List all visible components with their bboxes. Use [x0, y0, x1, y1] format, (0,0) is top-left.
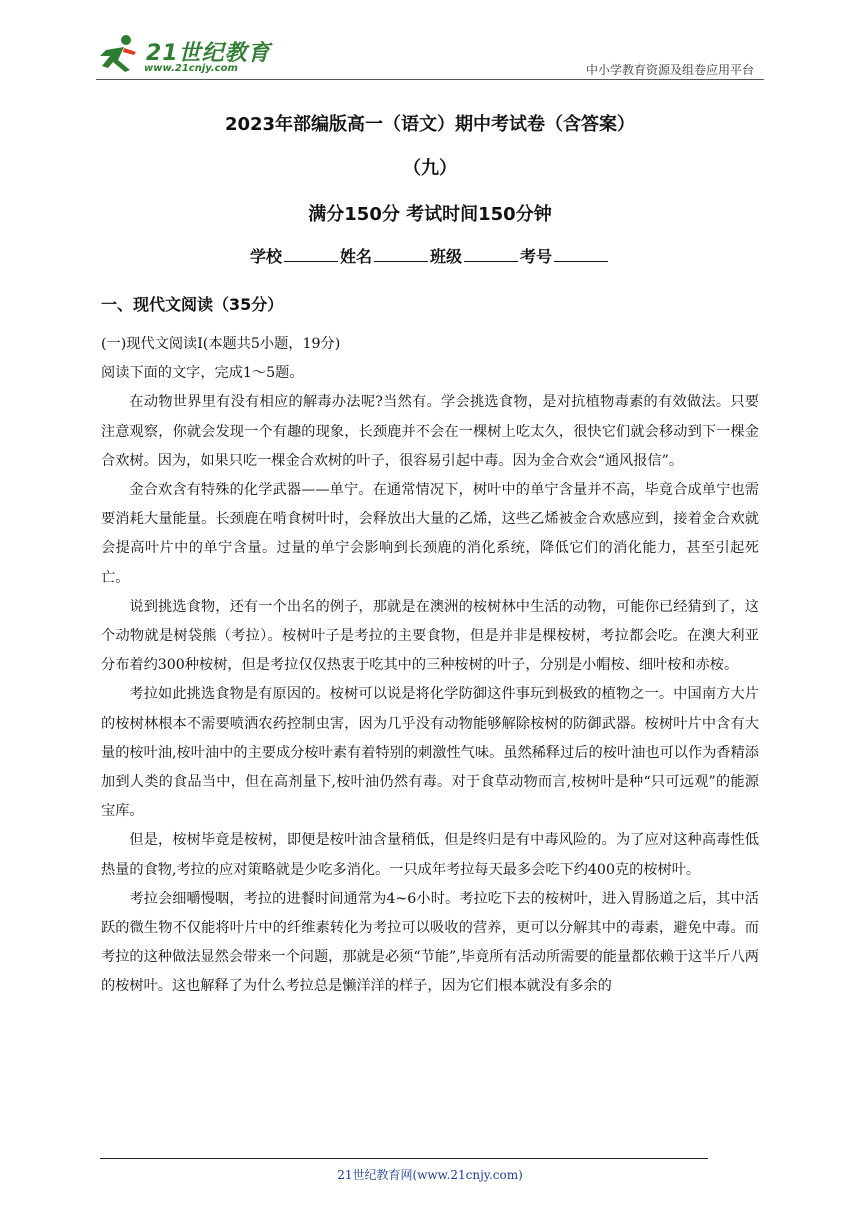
- paragraph: 考拉如此挑选食物是有原因的。桉树可以说是将化学防御这件事玩到极致的植物之一。中国南方大片的桉树林根本不需要喷洒农药控制虫害，因为几乎没有动物能够解除桉树的防御武器。桉树叶片中含有大量的桉叶油,桉叶油中的主要成分桉叶素有着特别的刺激性气味。虽然稀释过后的桉叶油也可以作为香精添加到人类的食品当中，但在高剂量下,桉叶油仍然有毒。对于食草动物而言,桉树叶是种“只可远观”的能源宝库。: [101, 686, 759, 820]
- section-title: 一、现代文阅读（35分）: [101, 295, 284, 314]
- exam-title: 2023年部编版高一（语文）期中考试卷（含答案）: [224, 114, 636, 135]
- platform-name: 中小学教育资源及组卷应用平台: [585, 63, 754, 77]
- subsection-title: (一)现代文阅读Ⅰ(本题共5小题，19分): [101, 336, 341, 352]
- paragraph: 在动物世界里有没有相应的解毒办法呢?当然有。学会挑选食物，是对抗植物毒素的有效做法。只要注意观察，你就会发现一个有趣的现象，长颈鹿并不会在一棵树上吃太久，很快它们就会移动到下一棵金合欢树。因为，如果只吃一棵金合欢树的叶子，很容易引起中毒。因为金合欢会“通风报信”。: [101, 394, 759, 469]
- runner-icon: [96, 34, 144, 74]
- field-number: 考号: [520, 247, 553, 266]
- instruction: 阅读下面的文字，完成1～5题。: [101, 365, 304, 382]
- school-blank: [284, 247, 338, 262]
- exam-info: 满分150分 考试时间150分钟: [308, 204, 552, 225]
- paragraph: 但是，桉树毕竟是桉树，即便是桉叶油含量稍低，但是终归是有中毒风险的。为了应对这种高毒性低热量的食物,考拉的应对策略就是少吃多消化。一只成年考拉每天最多会吃下约400克的桉树叶。: [101, 832, 759, 878]
- paragraph: 考拉会细嚼慢咽，考拉的进餐时间通常为4~6小时。考拉吃下去的桉树叶，进入胃肠道之后，其中活跃的微生物不仅能将叶片中的纤维素转化为考拉可以吸收的营养，更可以分解其中的毒素，避免中毒。而考拉的这种做法显然会带来一个问题，那就是必须“节能”,毕竟所有活动所需要的能量都依赖于这半斤八两的桉树叶。这也解释了为什么考拉总是懒洋洋的样子，因为它们根本就没有多余的: [101, 890, 759, 995]
- logo-text: 21世纪教育: [146, 41, 271, 66]
- header-divider: [96, 79, 764, 80]
- number-blank: [554, 247, 608, 262]
- paragraph: 金合欢含有特殊的化学武器——单宁。在通常情况下，树叶中的单宁含量并不高，毕竟合成单宁也需要消耗大量能量。长颈鹿在啃食树叶时，会释放出大量的乙烯，这些乙烯被金合欢感应到，接着金合欢就会提高叶片中的单宁含量。过量的单宁会影响到长颈鹿的消化系统，降低它们的消化能力，甚至引起死亡。: [101, 482, 759, 586]
- class-blank: [464, 247, 518, 262]
- footer-divider: [100, 1158, 708, 1159]
- field-class: 班级: [430, 247, 463, 266]
- reading-content: [101, 330, 759, 1002]
- logo: [96, 34, 271, 78]
- student-fields: [0, 244, 860, 267]
- footer-text: 21世纪教育网(www.21cnjy.com): [337, 1168, 523, 1182]
- field-school: 学校: [249, 247, 282, 266]
- paragraph: 说到挑选食物，还有一个出名的例子，那就是在澳洲的桉树林中生活的动物，可能你已经猜到了，这个动物就是树袋熊（考拉）。桉树叶子是考拉的主要食物，但是并非是棵桉树，考拉都会吃。在澳大利亚分布着约300种桉树，但是考拉仅仅热衷于吃其中的三种桉树的叶子，分别是小帽桉、细叶桉和赤桉。: [101, 598, 759, 674]
- field-name: 姓名: [339, 247, 372, 266]
- name-blank: [374, 247, 428, 262]
- logo-url: www.21cnjy.com: [144, 63, 238, 74]
- exam-number: （九）: [403, 158, 457, 179]
- page-header: [0, 0, 860, 84]
